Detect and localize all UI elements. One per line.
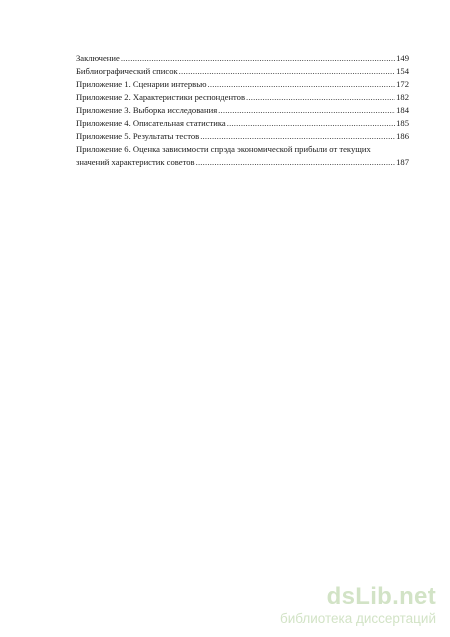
toc-entry-appendix-6[interactable]: [76, 143, 409, 169]
dot-leader: [121, 52, 395, 65]
dot-leader: [200, 130, 395, 143]
toc-last-line: [76, 156, 409, 169]
dot-leader: [208, 78, 396, 91]
site-watermark: [280, 585, 436, 627]
dot-leader: [179, 65, 395, 78]
watermark-subtitle: библиотека диссертаций: [279, 611, 436, 626]
dot-leader: [218, 104, 395, 117]
toc-title: Приложение 5. Результаты тестов: [76, 131, 200, 141]
dot-leader: [227, 117, 395, 130]
toc-page-number: 185: [396, 118, 409, 128]
toc-title-line-1: Приложение 6. Оценка зависимости спрэда экономической прибыли от текущих: [76, 144, 371, 154]
watermark-logo: dsLib.net: [326, 583, 436, 610]
toc-title: Приложение 2. Характеристики респондентов: [76, 92, 246, 102]
dot-leader: [246, 91, 395, 104]
toc-entry-appendix-2[interactable]: [76, 91, 409, 104]
dot-leader: [196, 156, 396, 169]
toc-title: Библиографический список: [76, 66, 178, 76]
toc-entry-appendix-4[interactable]: [76, 117, 409, 130]
toc-entry-appendix-1[interactable]: [76, 78, 409, 91]
toc-title: Приложение 4. Описательная статистика: [76, 118, 226, 128]
toc-entry-appendix-3[interactable]: [76, 104, 409, 117]
toc-page-number: 149: [396, 53, 409, 63]
toc-title: Приложение 1. Сценарии интервью: [76, 79, 207, 89]
toc-title-line-2: значений характеристик советов: [76, 157, 195, 167]
table-of-contents: [76, 52, 409, 169]
toc-page-number: 187: [396, 157, 409, 167]
toc-entry-conclusion[interactable]: [76, 52, 409, 65]
toc-entry-bibliography[interactable]: [76, 65, 409, 78]
toc-page-number: 182: [396, 92, 409, 102]
toc-title: Заключение: [76, 53, 120, 63]
toc-page-number: 186: [396, 131, 409, 141]
toc-page-number: 172: [396, 79, 409, 89]
toc-page-number: 154: [396, 66, 409, 76]
toc-page-number: 184: [396, 105, 409, 115]
toc-title: Приложение 3. Выборка исследования: [76, 105, 218, 115]
toc-entry-appendix-5[interactable]: [76, 130, 409, 143]
